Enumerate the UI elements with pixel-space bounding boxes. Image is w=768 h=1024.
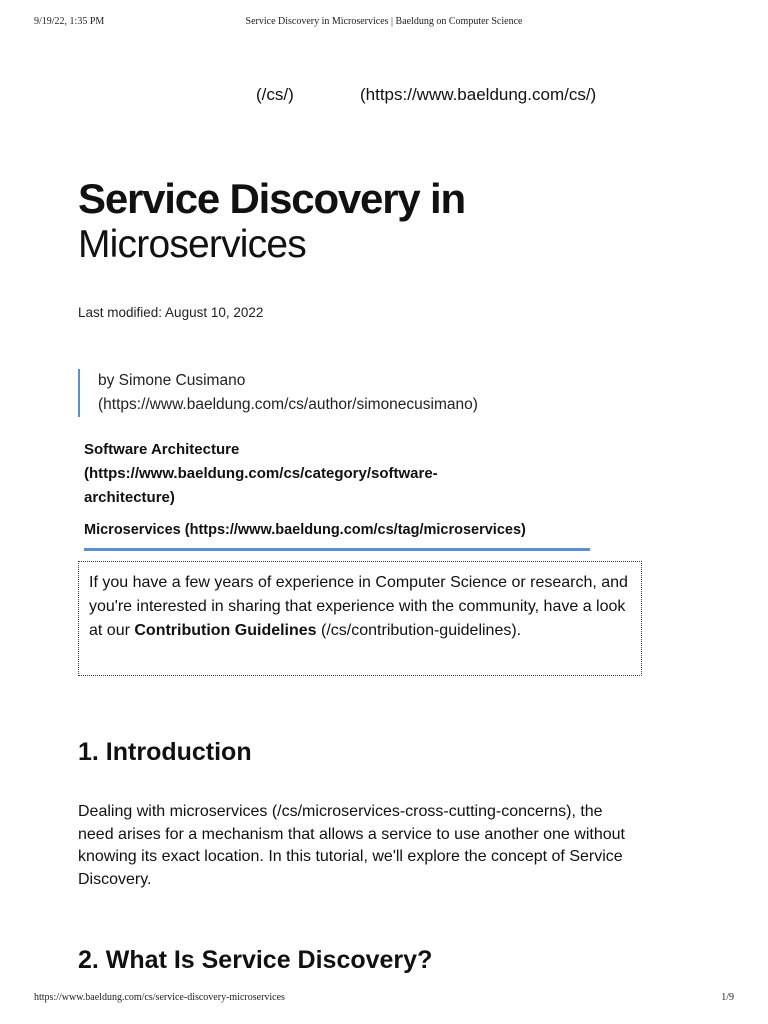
contribution-url: (/cs/contribution-guidelines). bbox=[316, 622, 522, 639]
print-footer-url: https://www.baeldung.com/cs/service-discovery-microservices bbox=[34, 992, 285, 1003]
category-line1[interactable]: Software Architecture bbox=[84, 441, 240, 458]
article-title bbox=[78, 176, 465, 268]
print-timestamp: 9/19/22, 1:35 PM bbox=[34, 16, 105, 27]
home-link[interactable]: (https://www.baeldung.com/cs/) bbox=[360, 85, 597, 104]
category-line3[interactable]: architecture) bbox=[84, 489, 175, 506]
contribution-guidelines-link[interactable]: Contribution Guidelines bbox=[134, 622, 317, 639]
print-footer bbox=[0, 992, 768, 1008]
category-links bbox=[84, 438, 564, 551]
author-block bbox=[78, 369, 478, 417]
author-url[interactable]: (https://www.baeldung.com/cs/author/simonecusimano) bbox=[98, 396, 478, 413]
section-heading-introduction: 1. Introduction bbox=[78, 738, 252, 766]
page-number: 1/9 bbox=[721, 992, 734, 1003]
contribution-notice bbox=[78, 561, 642, 676]
category-line2[interactable]: (https://www.baeldung.com/cs/category/software- bbox=[84, 465, 438, 482]
contribution-text: If you have a few years of experience in Computer Science or research, and you're interested in sharing that experience with the community, have a look at our bbox=[89, 574, 628, 639]
last-modified: Last modified: August 10, 2022 bbox=[78, 305, 264, 320]
author-name[interactable]: by Simone Cusimano bbox=[98, 372, 246, 389]
tag-microservices[interactable]: Microservices (https://www.baeldung.com/cs/tag/microservices) bbox=[84, 518, 590, 551]
logo-row bbox=[256, 85, 596, 105]
logo-link[interactable]: (/cs/) bbox=[256, 85, 294, 104]
article-title-line1: Service Discovery in bbox=[78, 175, 465, 222]
section-heading-what-is-service-discovery: 2. What Is Service Discovery? bbox=[78, 946, 433, 974]
intro-paragraph: Dealing with microservices (/cs/microservices-cross-cutting-concerns), the need arises for a mechanism that allows a service to use another one without knowing its exact location. In this tutorial, we'll explore the concept of Service Discovery. bbox=[78, 803, 625, 888]
print-header bbox=[0, 16, 768, 32]
print-page-title: Service Discovery in Microservices | Baeldung on Computer Science bbox=[245, 16, 523, 27]
article-title-line2: Microservices bbox=[78, 223, 306, 266]
